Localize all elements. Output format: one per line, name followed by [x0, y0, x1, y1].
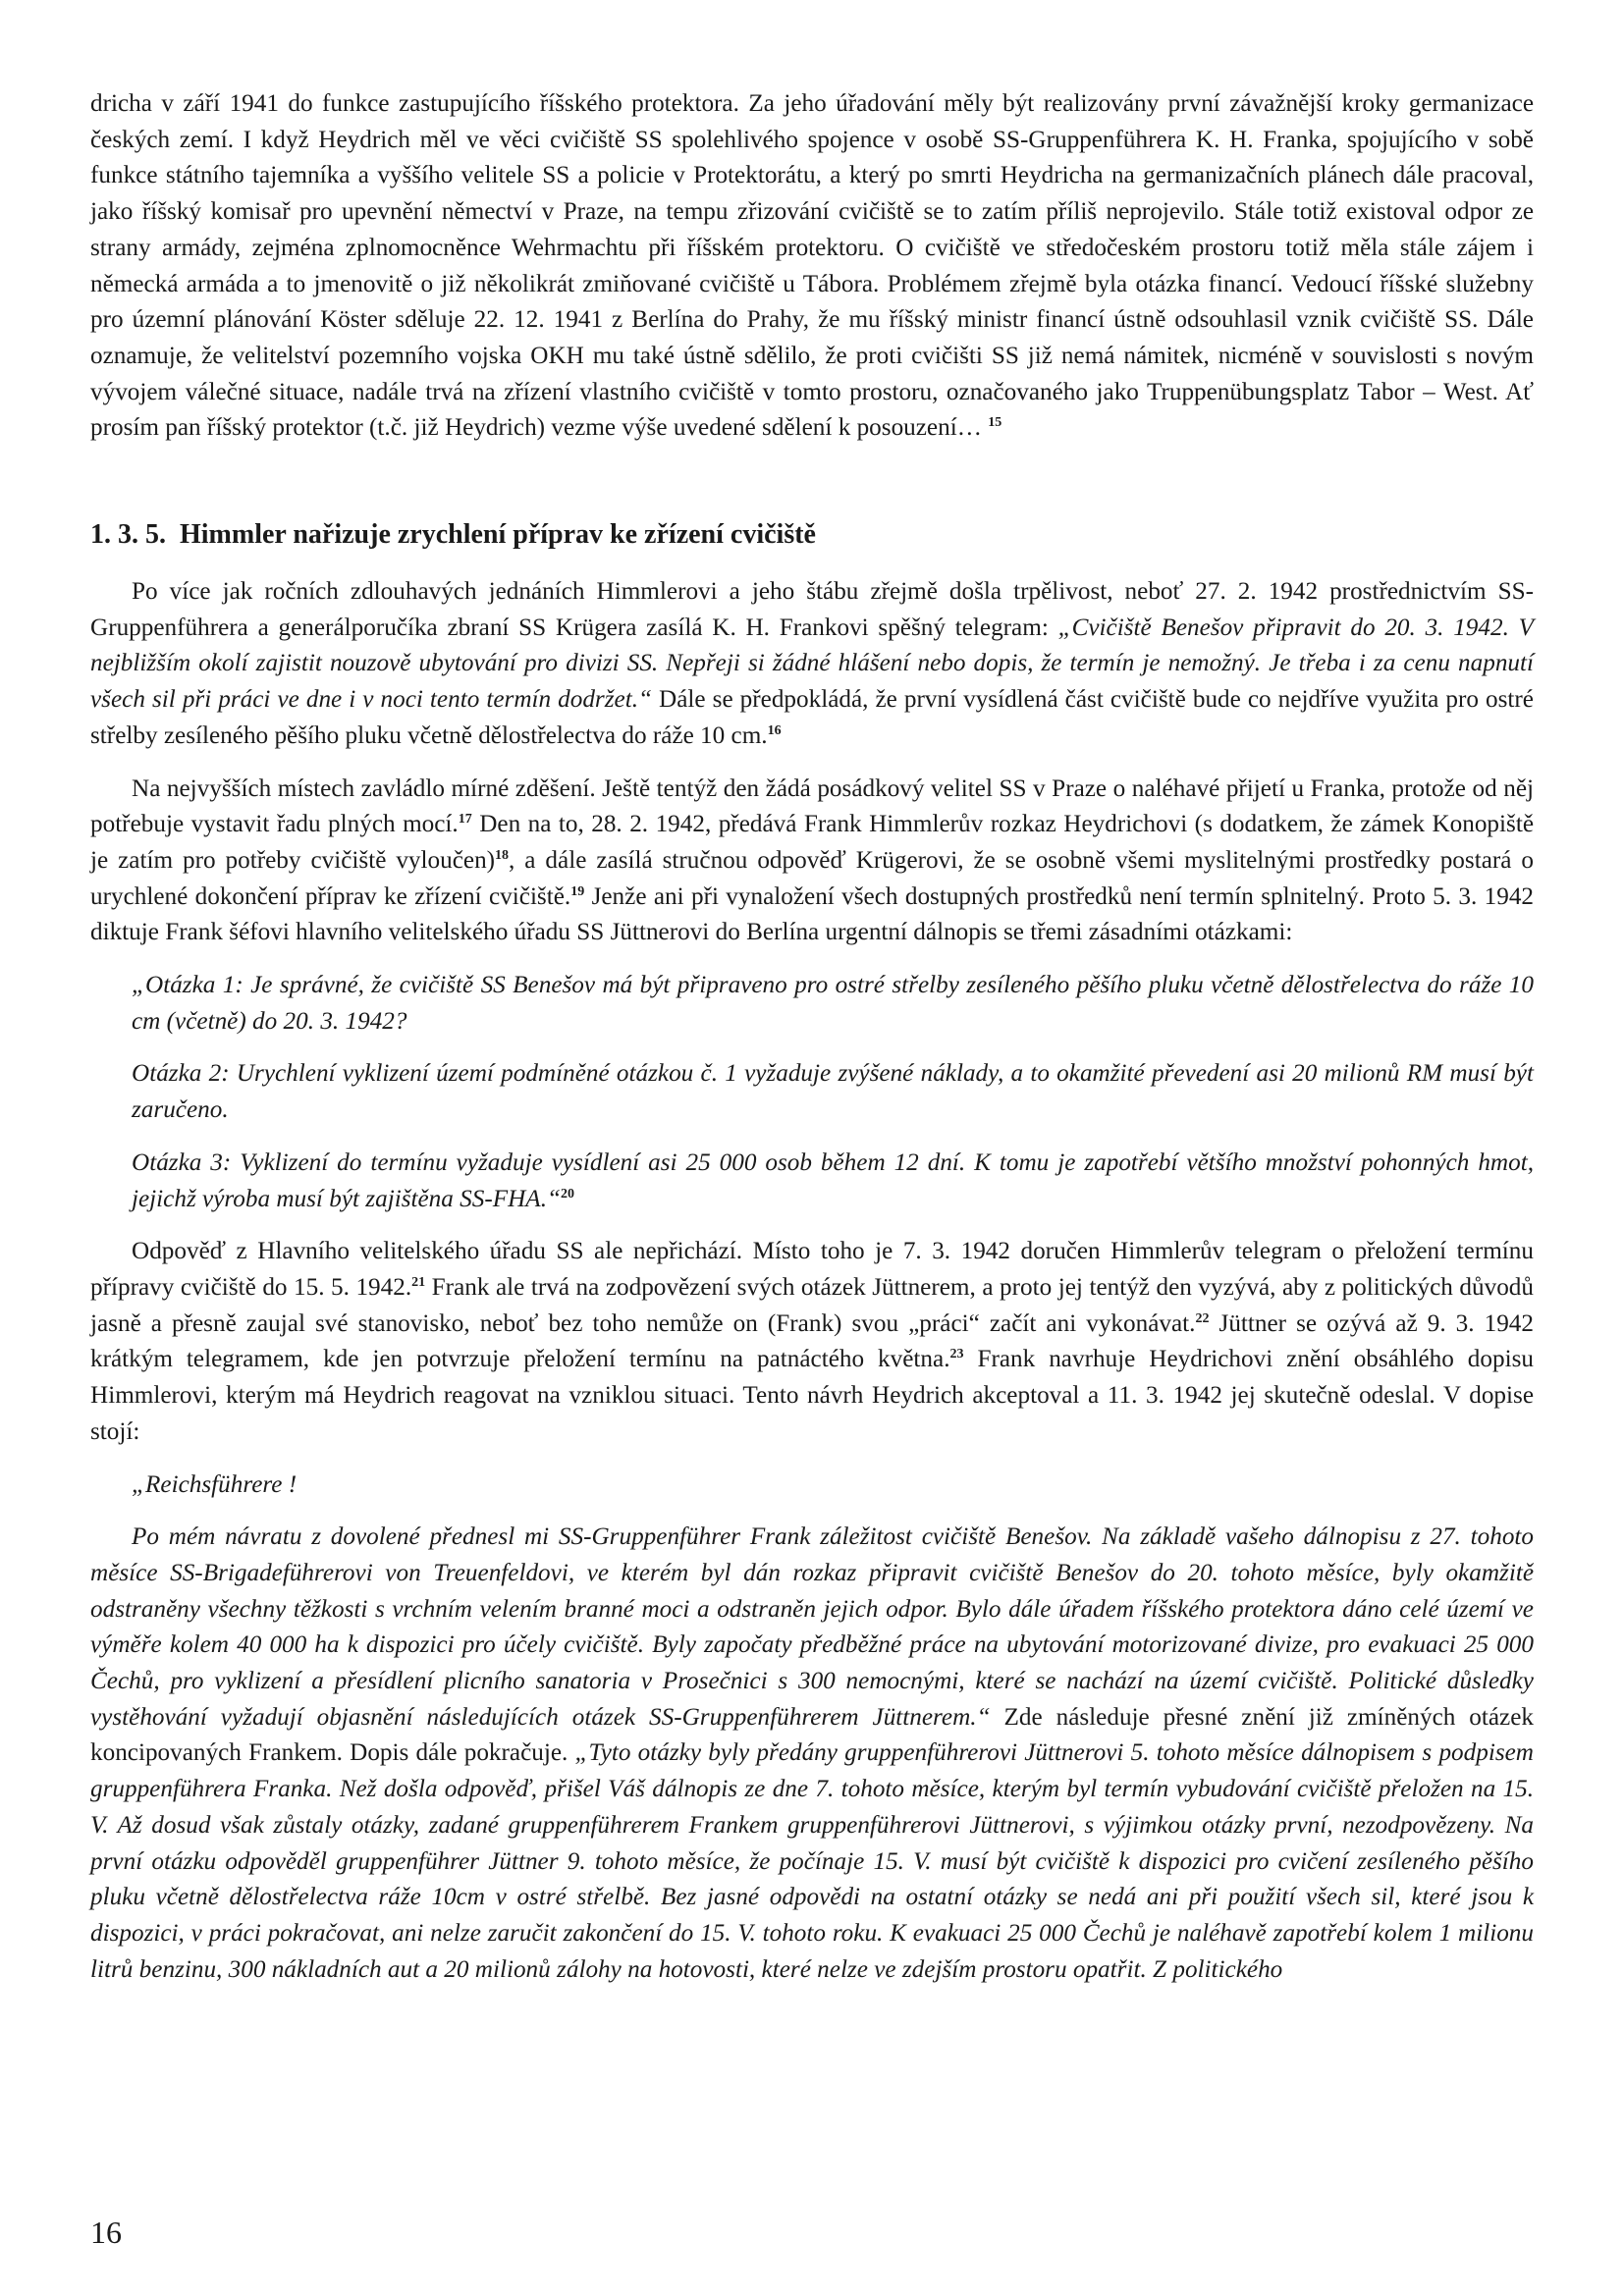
paragraph-4: Odpověď z Hlavního velitelského úřadu SS ale nepřichází. Místo toho je 7. 3. 1942 doručen Himmlerův telegram o přeložení termínu přípravy cvičiště do 15. 5. 1942.21 Frank ale trvá na zodpovězení svých otázek Jüttnerem, a proto jej tentýž den vyzývá, aby z politických důvodů jasně a přesně zaujal své stanovisko, neboť bez toho nemůže on (Frank) svou „práci“ začít ani vykonávat.$^{22}$ Jüttner se ozývá až 9. 3. 1942 krátkým telegramem, kde jen potvrzuje přeložení termínu na patnáctého května.$^{23}$ Frank navrhuje Heydrichovi znění obsáhlého dopisu Himmlerovi, kterým má Heydrich reagovat na vzniklou situaci. Tento návrh Heydrich akceptoval a 11. 3. 1942 jej skutečně odeslal. V dopise stojí: — [90, 1238, 1534, 1445]
footnote-ref: 22 — [1195, 1310, 1210, 1326]
footnote-ref: 15 — [988, 415, 1002, 431]
footnote-ref: 16 — [767, 722, 782, 738]
paragraph-1: dricha v září 1941 do funkce zastupujícího říšského protektora. Za jeho úřadování měly být realizovány první závažnější kroky germanizace českých zemí. I když Heydrich měl ve věci cvičiště SS spolehlivého spojence v osobě SS-Gruppenführera K. H. Franka, spojujícího v sobě funkce státního tajemníka a vyššího velitele SS a policie v Protektorátu, a který po smrti Heydricha na germanizačních plánech dále pracoval, jako říšský komisař pro upevnění němectví v Praze, na tempu zřizování cvičiště se to zatím příliš neprojevilo. Stále totiž existoval odpor ze strany armády, zejména zplnomocněnce Wehrmachtu při říšském protektoru. O cvičiště ve středočeském prostoru totiž měla stále zájem i německá armáda a to jmenovitě o již několikrát zmiňované cvičiště u Tábora. Problémem zřejmě byla otázka financí. Vedoucí říšské služebny pro územní plánování Köster sděluje 22. 12. 1941 z Berlína do Prahy, že mu říšský ministr financí ústně odsouhlasil vznik cvičiště SS. Dále oznamuje, že velitelství pozemního vojska OKH mu také ústně sdělilo, že proti cvičišti SS již nemá námitek, nicméně v souvislosti s novým vývojem válečné situace, nadále trvá na zřízení vlastního cvičiště v tomto prostoru, označovaného jako Truppenübungsplatz Tabor – West. Ať prosím pan říšský protektor (t.č. již Heydrich) vezme výše uvedené sdělení k posouzení… $^{15}$ — [90, 90, 1534, 442]
section-heading — [90, 515, 1534, 555]
paragraph-3: Na nejvyšších místech zavládlo mírné zděšení. Ještě tentýž den žádá posádkový velitel SS v Praze o naléhavé přijetí u Franka, protože od něj potřebuje vystavit řadu plných mocí.$^{17}$ Den na to, 28. 2. 1942, předává Frank Himmlerův rozkaz Heydrichovi (s dodatkem, že zámek Konopiště je zatím pro potřeby cvičiště vyloučen)$^{18}$, a dále zasílá stručnou odpověď Krügerovi, že se osobně všemi myslitelnými prostředky postará o urychlené dokončení příprav ke zřízení cvičiště.$^{19}$ Jenže ani při vynaložení všech dostupných prostředků není termín splnitelný. Proto 5. 3. 1942 diktuje Frank šéfovi hlavního velitelského úřadu SS Jüttnerovi do Berlína urgentní dálnopis se třemi zásadními otázkami: — [90, 774, 1535, 946]
footnote-ref: 17 — [458, 812, 472, 828]
footnote-ref: 19 — [570, 883, 585, 899]
section-title: Himmler nařizuje zrychlení příprav ke zřízení cvičiště — [180, 519, 816, 551]
footnote-ref: 23 — [949, 1347, 964, 1362]
question-3: Otázka 3: Vyklizení do termínu vyžaduje vysídlení asi 25 000 osob během 12 dní. K tomu je zapotřebí většího množství pohonných hmot, jejichž výroba musí být zajištěna SS-FHA.“$^{20}$ — [132, 1148, 1534, 1212]
question-1: „Otázka 1: Je správné, že cvičiště SS Benešov má být připraveno pro ostré střelby zesíleného pěšího pluku včetně dělostřelectva do ráže 10 cm (včetně) do 20. 3. 1942? — [132, 972, 1534, 1035]
letter-salutation: „Reichsführere ! — [132, 1470, 298, 1498]
page-number: 16 — [90, 2215, 122, 2250]
letter-body: Po mém návratu z dovolené přednesl mi SS-Gruppenführer Frank záležitost cvičiště Benešov. Na základě vašeho dálnopisu z 27. tohoto měsíce SS-Brigadeführerovi von Treuenfeldovi, ve kterém byl dán rozkaz připravit cvičiště Benešov do 20. tohoto měsíce, byly okamžitě odstraněny všechny těžkosti s vrchním velením branné moci a odstraněn jejich odpor. Bylo dále úřadem říšského protektora dáno celé území ve výměře kolem 40 000 ha k dispozici pro účely cvičiště. Byly započaty předběžné práce na ubytování motorizované divize, pro evakuaci 25 000 Čechů, pro vyklizení a přesídlení plicního sanatoria v Prosečnici s 300 nemocnými, které se nachází na území cvičiště. Politické důsledky vystěhování vyžadují objasnění následujících otázek SS-Gruppenführerem Jüttnerem.“ Zde následuje přesné znění již zmíněných otázek koncipovaných Frankem. Dopis dále pokračuje. „Tyto otázky byly předány gruppenführerovi Jüttnerovi 5. tohoto měsíce dálnopisem s podpisem gruppenführera Franka. Než došla odpověď, přišel Váš dálnopis ze dne 7. tohoto měsíce, kterým byl termín vybudování cvičiště přeložen na 15. V. Až dosud však zůstaly otázky, zadané gruppenführerem Frankem gruppenführerovi Jüttnerovi, s výjimkou otázky první, nezodpovězeny. Na první otázku odpověděl gruppenführer Jüttner 9. tohoto měsíce, že počínaje 15. V. musí být cvičiště k dispozici pro cvičení zesíleného pěšího pluku včetně dělostřelectva ráže 10cm v ostré střelbě. Bez jasné odpovědi na ostatní otázky se nedá ani při použití všech sil, které jsou k dispozici, v práci pokračovat, ani nelze zaručit zakončení do 15. V. tohoto roku. K evakuaci 25 000 Čechů je naléhavě zapotřebí kolem 1 milionu litrů benzinu, 300 nákladních aut a 20 milionů zálohy na hotovosti, které nelze ve zdejším prostoru opatřit. Z politického — [90, 1523, 1534, 1983]
footnote-ref: 18 — [495, 847, 510, 863]
question-2: Otázka 2: Urychlení vyklizení území podmíněné otázkou č. 1 vyžaduje zvýšené náklady, a to okamžité převedení asi 20 milionů RM musí být zaručeno. — [132, 1060, 1534, 1124]
page-body — [90, 86, 1534, 1988]
footnote-ref: 20 — [561, 1186, 574, 1201]
section-number: 1. 3. 5. — [90, 519, 166, 551]
footnote-ref: 21 — [411, 1274, 426, 1290]
telegram-quote: „Cvičiště Benešov připravit do 20. 3. 1942. V nejbližším okolí zajistit nouzově ubytování pro divizi SS. Nepřeji si žádné hlášení nebo dopis, že termín je nemožný. Je třeba i za cenu napnutí všech sil při práci ve dne i v noci tento termín dodržet.“ — [90, 614, 1534, 714]
paragraph-2: Po více jak ročních zdlouhavých jednáních Himmlerovi a jeho štábu zřejmě došla trpělivost, neboť 27. 2. 1942 prostřednictvím SS-Gruppenführera a generálporučíka zbraní SS Krügera zasílá K. H. Frankovi spěšný telegram: „Cvičiště Benešov připravit do 20. 3. 1942. V nejbližším okolí zajistit nouzově ubytování pro divizi SS. Nepřeji si žádné hlášení nebo dopis, že termín je nemožný. Je třeba i za cenu napnutí všech sil při práci ve dne i v noci tento termín dodržet.“ Dále se předpokládá, že první vysídlená část cvičiště bude co nejdříve využita pro ostré střelby zesíleného pěšího pluku včetně dělostřelectva do ráže 10 cm.$^{16}$ — [90, 578, 1534, 749]
